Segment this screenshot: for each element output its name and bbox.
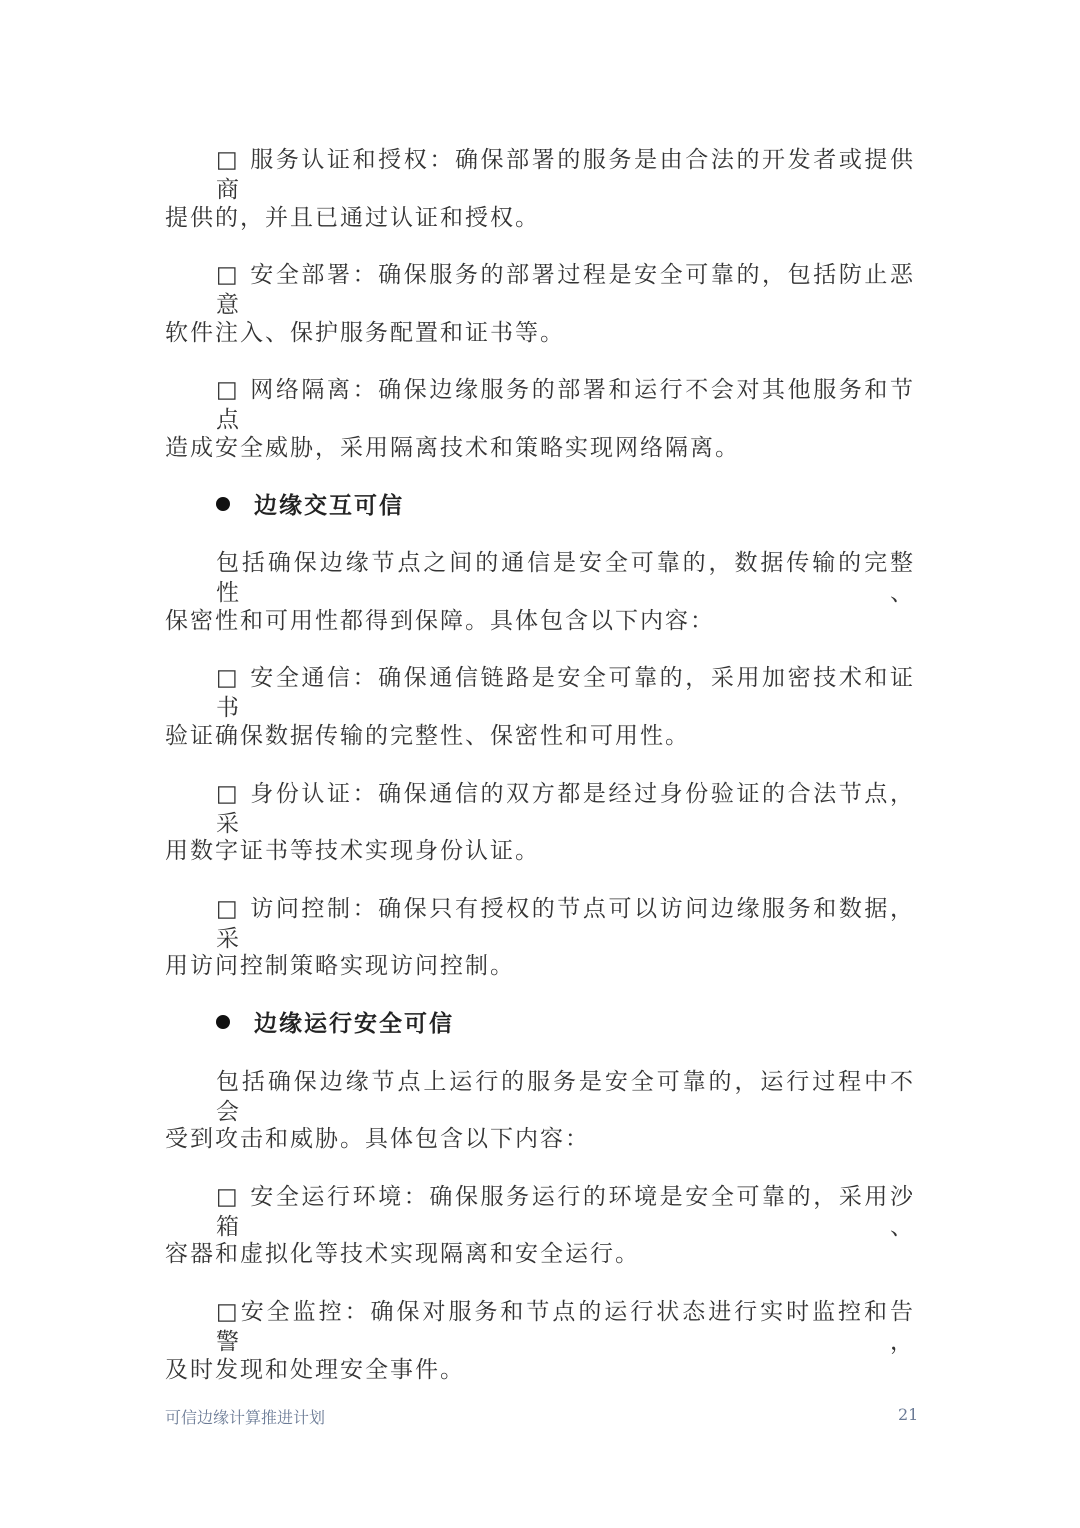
- section-heading: [216, 1009, 454, 1039]
- section-heading-text: 边缘运行安全可信: [254, 1011, 454, 1037]
- text-line: 保密性和可用性都得到保障。具体包含以下内容：: [165, 607, 715, 634]
- text-line: 造成安全威胁，采用隔离技术和策略实现网络隔离。: [165, 435, 740, 461]
- text-line: □ 服务认证和授权：确保部署的服务是由合法的开发者或提供商: [216, 147, 915, 203]
- text-line: 用访问控制策略实现访问控制。: [165, 953, 515, 980]
- text-line: □安全监控：确保对服务和节点的运行状态进行实时监控和告警，: [216, 1299, 915, 1355]
- text-line: □ 安全通信：确保通信链路是安全可靠的，采用加密技术和证书: [216, 665, 915, 722]
- text-line: □ 安全部署：确保服务的部署过程是安全可靠的，包括防止恶意: [216, 262, 915, 319]
- text-line: 容器和虚拟化等技术实现隔离和安全运行。: [165, 1241, 640, 1268]
- text-line: 包括确保边缘节点上运行的服务是安全可靠的，运行过程中不会: [216, 1068, 915, 1125]
- footer-title: 可信边缘计算推进计划: [165, 1408, 326, 1427]
- text-line: □ 安全运行环境：确保服务运行的环境是安全可靠的，采用沙箱、: [216, 1183, 915, 1240]
- text-line: 及时发现和处理安全事件。: [165, 1356, 465, 1383]
- text-line: □ 访问控制：确保只有授权的节点可以访问边缘服务和数据，采: [216, 895, 915, 952]
- text-line: □ 身份认证：确保通信的双方都是经过身份验证的合法节点，采: [216, 780, 915, 837]
- page-number: 21: [898, 1405, 919, 1424]
- section-heading-text: 边缘交互可信: [254, 492, 404, 519]
- text-line: 提供的，并且已通过认证和授权。: [165, 204, 540, 231]
- text-line: □ 网络隔离：确保边缘服务的部署和运行不会对其他服务和节点: [216, 377, 915, 434]
- text-line: 包括确保边缘节点之间的通信是安全可靠的，数据传输的完整性、: [216, 550, 915, 607]
- text-line: 用数字证书等技术实现身份认证。: [165, 838, 540, 865]
- bullet-icon: [216, 497, 230, 511]
- text-line: 受到攻击和威胁。具体包含以下内容：: [165, 1126, 590, 1153]
- text-line: 验证确保数据传输的完整性、保密性和可用性。: [165, 723, 690, 749]
- bullet-icon: [216, 1015, 230, 1029]
- section-heading: [216, 491, 404, 521]
- text-line: 软件注入、保护服务配置和证书等。: [165, 319, 565, 346]
